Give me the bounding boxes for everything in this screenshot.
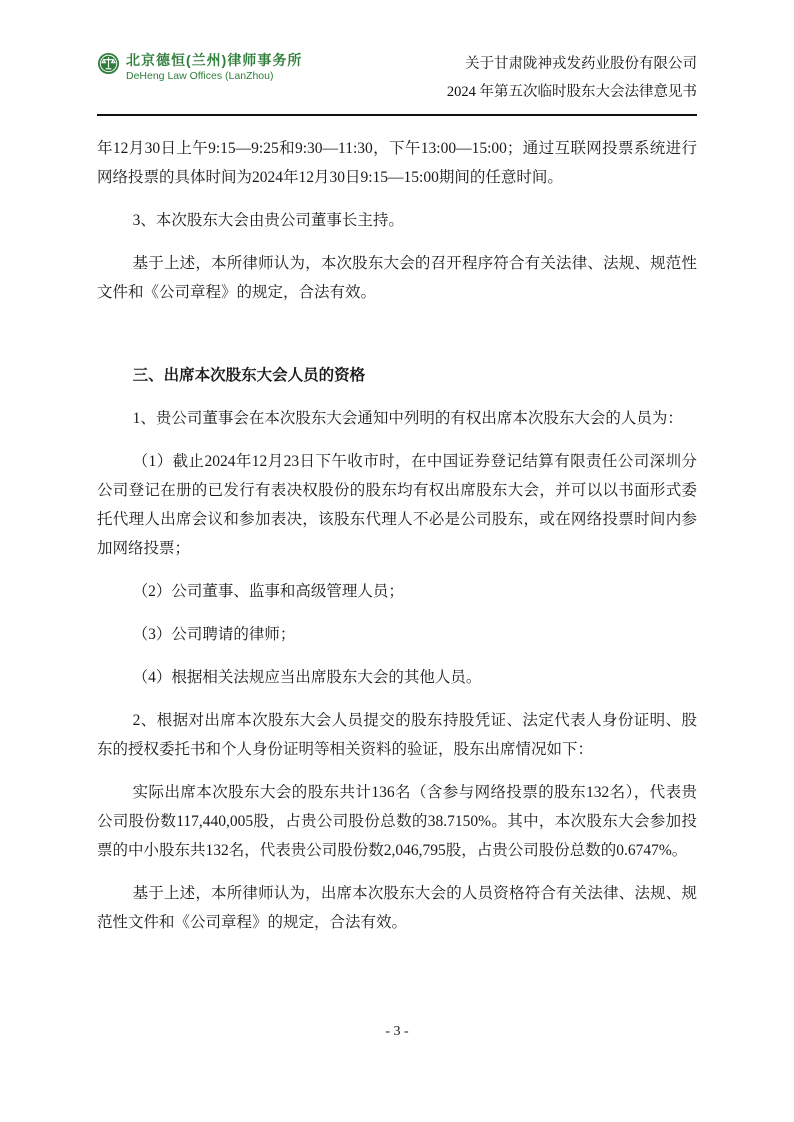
firm-names: [126, 52, 302, 83]
paragraph: （2）公司董事、监事和高级管理人员；: [132, 583, 404, 600]
paragraph: 3、本次股东大会由贵公司董事长主持。: [132, 212, 404, 229]
header-title-line2: 2024 年第五次临时股东大会法律意见书: [446, 84, 697, 100]
paragraph: 年12月30日上午9:15—9:25和9:30—11:30，下午13:00—15:00；通过互联网投票系统进行网络投票的具体时间为2024年12月30日9:15—15:00期间的任意时间。: [97, 140, 697, 186]
deheng-emblem-icon: [97, 52, 120, 80]
law-firm-logo: [97, 48, 302, 83]
section-heading: 三、出席本次股东大会人员的资格: [132, 367, 366, 384]
paragraph: （4）根据相关法规应当出席股东大会的其他人员。: [132, 669, 482, 686]
page-header: [97, 48, 697, 116]
paragraph: 2、根据对出席本次股东大会人员提交的股东持股凭证、法定代表人身份证明、股东的授权委托书和个人身份证明等相关资料的验证，股东出席情况如下：: [97, 712, 697, 758]
firm-name-english: DeHeng Law Offices (LanZhou): [126, 70, 274, 82]
paragraph: 基于上述，本所律师认为，出席本次股东大会的人员资格符合有关法律、法规、规范性文件和《公司章程》的规定，合法有效。: [97, 885, 697, 931]
document-header-title: [447, 48, 697, 106]
header-title-line1: 关于甘肃陇神戎发药业股份有限公司: [465, 56, 697, 72]
paragraph: 基于上述，本所律师认为，本次股东大会的召开程序符合有关法律、法规、规范性文件和《公司章程》的规定，合法有效。: [97, 255, 697, 301]
paragraph: （1）截止2024年12月23日下午收市时，在中国证券登记结算有限责任公司深圳分公司登记在册的已发行有表决权股份的股东均有权出席股东大会，并可以以书面形式委托代理人出席会议和参加表决，该股东代理人不必是公司股东，或在网络投票时间内参加网络投票；: [97, 453, 697, 557]
document-body: [97, 116, 697, 937]
firm-name-chinese: 北京德恒(兰州)律师事务所: [126, 52, 303, 68]
paragraph: 实际出席本次股东大会的股东共计136名（含参与网络投票的股东132名），代表贵公司股份数117,440,005股，占贵公司股份总数的38.7150%。其中，本次股东大会参加投票的中小股东共132名，代表贵公司股份数2,046,795股，占贵公司股份总数的0.6747%。: [97, 784, 697, 859]
page-number: - 3 -: [385, 1024, 409, 1039]
paragraph: （3）公司聘请的律师；: [132, 626, 296, 643]
paragraph: 1、贵公司董事会在本次股东大会通知中列明的有权出席本次股东大会的人员为：: [132, 410, 683, 427]
